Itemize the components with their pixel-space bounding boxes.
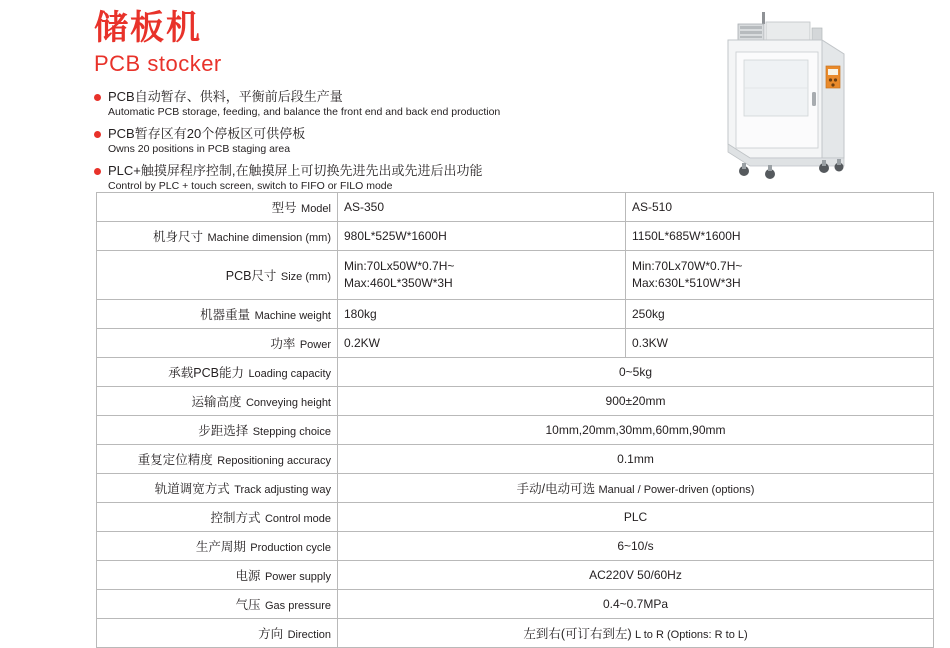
row-label — [97, 251, 338, 300]
row-label-cn: 机身尺寸 — [153, 229, 204, 244]
row-value-shared — [338, 619, 934, 648]
row-label — [97, 445, 338, 474]
table-row — [97, 590, 934, 619]
table-row — [97, 445, 934, 474]
row-value-cn: 手动/电动可选 — [516, 482, 596, 496]
table-row — [97, 503, 934, 532]
row-value-cn: 左到右(可订右到左) — [523, 627, 632, 641]
row-label-cn: 控制方式 — [210, 510, 261, 525]
list-item — [94, 125, 694, 156]
table-row — [97, 619, 934, 648]
row-value-as510: AS-510 — [626, 193, 934, 222]
row-label-cn: 气压 — [235, 597, 261, 612]
row-label — [97, 329, 338, 358]
header — [94, 8, 694, 199]
page-title-cn: 储板机 — [94, 9, 202, 47]
row-value-shared: 6~10/s — [338, 532, 934, 561]
row-value-shared — [338, 474, 934, 503]
row-value-as510: 1150L*685W*1600H — [626, 222, 934, 251]
row-value-shared: PLC — [338, 503, 934, 532]
feature-text-cn: PCB自动暂存、供料，平衡前后段生产量 — [108, 89, 343, 104]
row-value-shared: 900±20mm — [338, 387, 934, 416]
row-label-cn: 电源 — [235, 568, 261, 583]
table-row — [97, 387, 934, 416]
bullet-dot-icon — [94, 94, 101, 101]
row-value-as510: 250kg — [626, 300, 934, 329]
list-item — [94, 88, 694, 119]
bullet-dot-icon — [94, 168, 101, 175]
row-label — [97, 474, 338, 503]
row-value-shared: 0~5kg — [338, 358, 934, 387]
table-row — [97, 532, 934, 561]
row-label-cn: 承载PCB能力 — [168, 365, 244, 380]
row-label-en: Model — [301, 202, 331, 215]
row-label — [97, 416, 338, 445]
row-label-en: Production cycle — [250, 541, 331, 554]
row-label-en: Repositioning accuracy — [217, 454, 331, 467]
row-label — [97, 300, 338, 329]
row-label-en: Conveying height — [245, 396, 331, 409]
row-label-en: Loading capacity — [248, 367, 331, 380]
row-value-as510: 0.3KW — [626, 329, 934, 358]
row-label-cn: PCB尺寸 — [225, 268, 277, 283]
row-label — [97, 590, 338, 619]
row-label-cn: 生产周期 — [195, 539, 246, 554]
row-label-cn: 功率 — [270, 336, 296, 351]
feature-text-en: Owns 20 positions in PCB staging area — [108, 143, 291, 155]
row-label — [97, 503, 338, 532]
row-label — [97, 561, 338, 590]
bullet-dot-icon — [94, 131, 101, 138]
row-value-en: L to R (Options: R to L) — [634, 629, 748, 641]
row-label-en: Machine dimension (mm) — [207, 231, 331, 244]
value-line-max: Max:630L*510W*3H — [632, 276, 741, 290]
row-label — [97, 222, 338, 251]
feature-text-en: Control by PLC + touch screen, switch to FIFO or FILO mode — [108, 180, 393, 192]
specification-table — [96, 192, 934, 648]
feature-list — [94, 88, 694, 193]
row-label-cn: 方向 — [258, 626, 284, 641]
table-row — [97, 222, 934, 251]
row-label-en: Power — [299, 338, 331, 351]
table-row — [97, 251, 934, 300]
row-label-en: Direction — [287, 628, 331, 641]
row-value-as350: 980L*525W*1600H — [338, 222, 626, 251]
row-value-as350: 0.2KW — [338, 329, 626, 358]
row-label-en: Gas pressure — [264, 599, 331, 612]
row-label-en: Stepping choice — [252, 425, 331, 438]
table-row — [97, 474, 934, 503]
row-label — [97, 532, 338, 561]
row-label — [97, 619, 338, 648]
page-title-en: PCB stocker — [94, 51, 222, 76]
row-value-shared: AC220V 50/60Hz — [338, 561, 934, 590]
value-line-min: Min:70Lx70W*0.7H~ — [632, 259, 743, 273]
row-label-cn: 重复定位精度 — [137, 452, 213, 467]
row-label-en: Machine weight — [254, 309, 331, 322]
feature-text-en: Automatic PCB storage, feeding, and balance the front end and back end production — [108, 106, 501, 118]
row-label-cn: 机器重量 — [200, 307, 251, 322]
row-label-en: Track adjusting way — [234, 483, 331, 496]
row-label-cn: 步距选择 — [198, 423, 249, 438]
feature-text-cn: PLC+触摸屏程序控制,在触摸屏上可切换先进先出或先进后出功能 — [108, 163, 483, 178]
row-value-shared: 0.1mm — [338, 445, 934, 474]
row-value-en: Manual / Power-driven (options) — [598, 484, 755, 496]
table-row — [97, 329, 934, 358]
row-label — [97, 358, 338, 387]
row-value-as510 — [626, 251, 934, 300]
row-label-cn: 型号 — [271, 200, 297, 215]
row-label-en: Control mode — [264, 512, 331, 525]
table-row — [97, 300, 934, 329]
row-value-shared: 10mm,20mm,30mm,60mm,90mm — [338, 416, 934, 445]
row-value-shared: 0.4~0.7MPa — [338, 590, 934, 619]
table-row — [97, 416, 934, 445]
row-label-cn: 运输高度 — [191, 394, 242, 409]
value-line-min: Min:70Lx50W*0.7H~ — [344, 259, 455, 273]
row-label-en: Power supply — [264, 570, 331, 583]
pcb-stocker-machine-photo — [700, 8, 890, 180]
row-label — [97, 387, 338, 416]
feature-text-cn: PCB暂存区有20个停板区可供停板 — [108, 126, 306, 141]
row-label-en: Size (mm) — [280, 270, 331, 283]
row-value-as350: AS-350 — [338, 193, 626, 222]
row-label — [97, 193, 338, 222]
table-row — [97, 193, 934, 222]
row-value-as350 — [338, 251, 626, 300]
row-label-cn: 轨道调宽方式 — [154, 481, 230, 496]
row-value-as350: 180kg — [338, 300, 626, 329]
table-row — [97, 358, 934, 387]
table-row — [97, 561, 934, 590]
value-line-max: Max:460L*350W*3H — [344, 276, 453, 290]
list-item — [94, 162, 694, 193]
